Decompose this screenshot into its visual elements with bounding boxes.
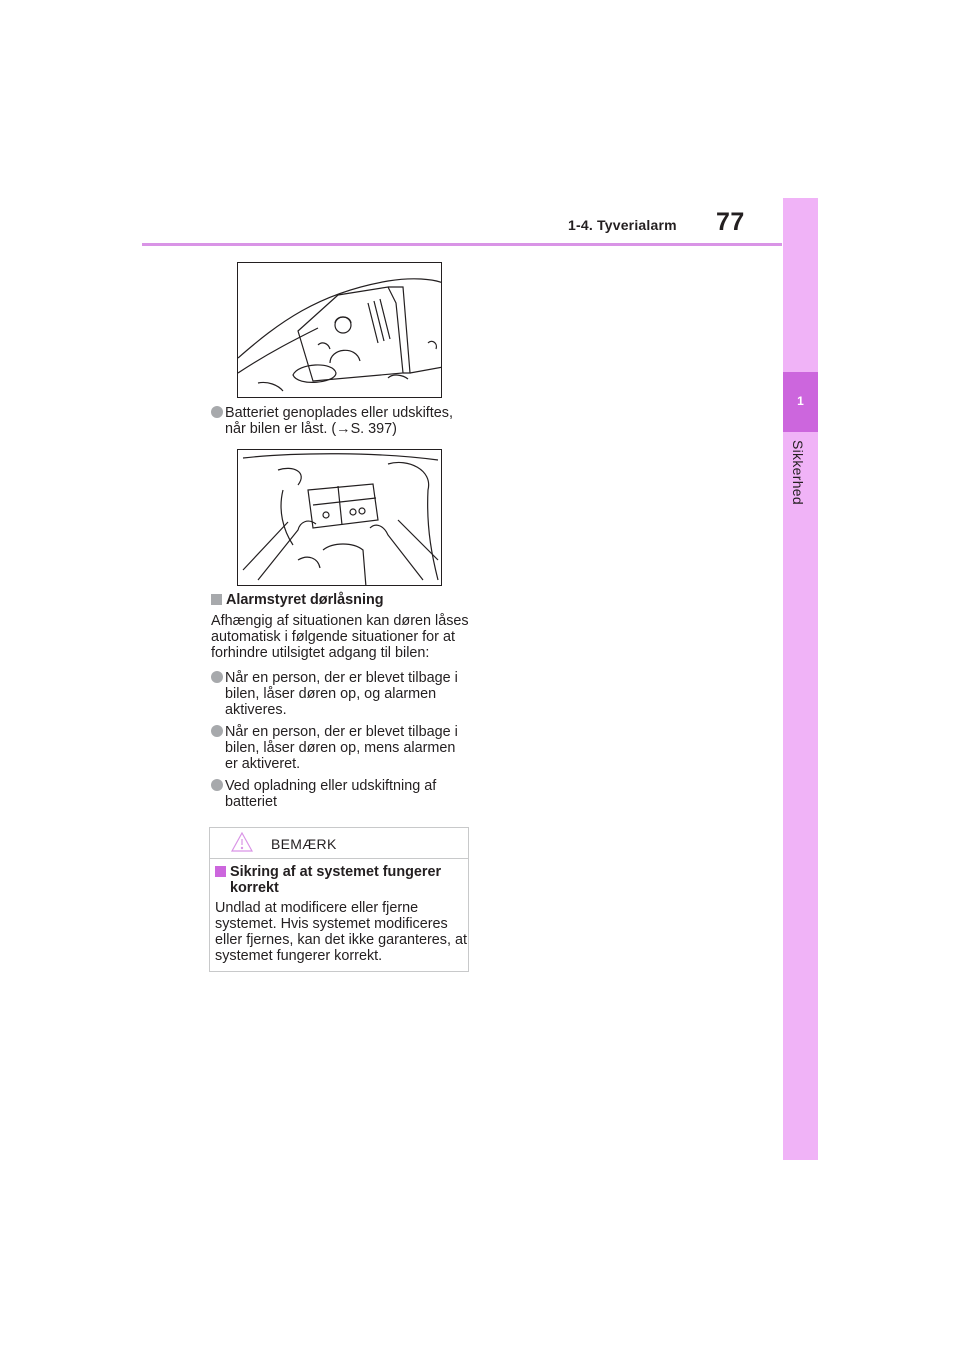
list-item — [211, 405, 471, 437]
chapter-side-tab — [783, 198, 818, 1160]
list-item-text: Ved opladning eller udskiftning af batteriet — [225, 778, 437, 810]
square-bullet-icon — [215, 866, 226, 877]
section-intro: Afhængig af situationen kan døren låses automatisk i følgende situationer for at forhindre utilsigtet adgang til bilen: — [211, 613, 469, 661]
chapter-number: 1 — [797, 394, 804, 408]
notice-heading — [215, 864, 465, 896]
notice-title: BEMÆRK — [271, 836, 337, 852]
page-number: 77 — [716, 208, 745, 236]
bullet-icon — [211, 725, 223, 737]
notice-body: Undlad at modificere eller fjerne systemet. Hvis systemet modificeres eller fjernes, kan det ikke garanteres, at systemet fungerer korrekt. — [215, 900, 467, 964]
list-item — [211, 670, 471, 718]
notice-box — [209, 827, 469, 972]
list-item — [211, 724, 471, 772]
bullet-icon — [211, 671, 223, 683]
section-heading — [211, 592, 384, 608]
bullet-icon — [211, 406, 223, 418]
car-interior-illustration — [237, 262, 442, 398]
notice-divider — [210, 858, 468, 859]
section-title: 1-4. Tyverialarm — [568, 217, 677, 233]
list-item — [211, 778, 471, 810]
list-item-text: Når en person, der er blevet tilbage i bilen, låser døren op, mens alarmen er aktiveret. — [225, 724, 458, 772]
warning-triangle-icon — [231, 832, 253, 857]
battery-replacement-illustration — [237, 449, 442, 586]
notice-heading-text: Sikring af at systemet fungerer korrekt — [230, 864, 442, 896]
bullet-icon — [211, 779, 223, 791]
chapter-name: Sikkerhed — [790, 440, 806, 505]
list-item-text: Batteriet genoplades eller udskiftes, når bilen er låst. (→S. 397) — [225, 405, 453, 437]
square-bullet-icon — [211, 594, 222, 605]
header-divider — [142, 243, 782, 246]
list-item-text: Når en person, der er blevet tilbage i bilen, låser døren op, og alarmen aktiveres. — [225, 670, 458, 718]
section-heading-text: Alarmstyret dørlåsning — [226, 592, 384, 608]
